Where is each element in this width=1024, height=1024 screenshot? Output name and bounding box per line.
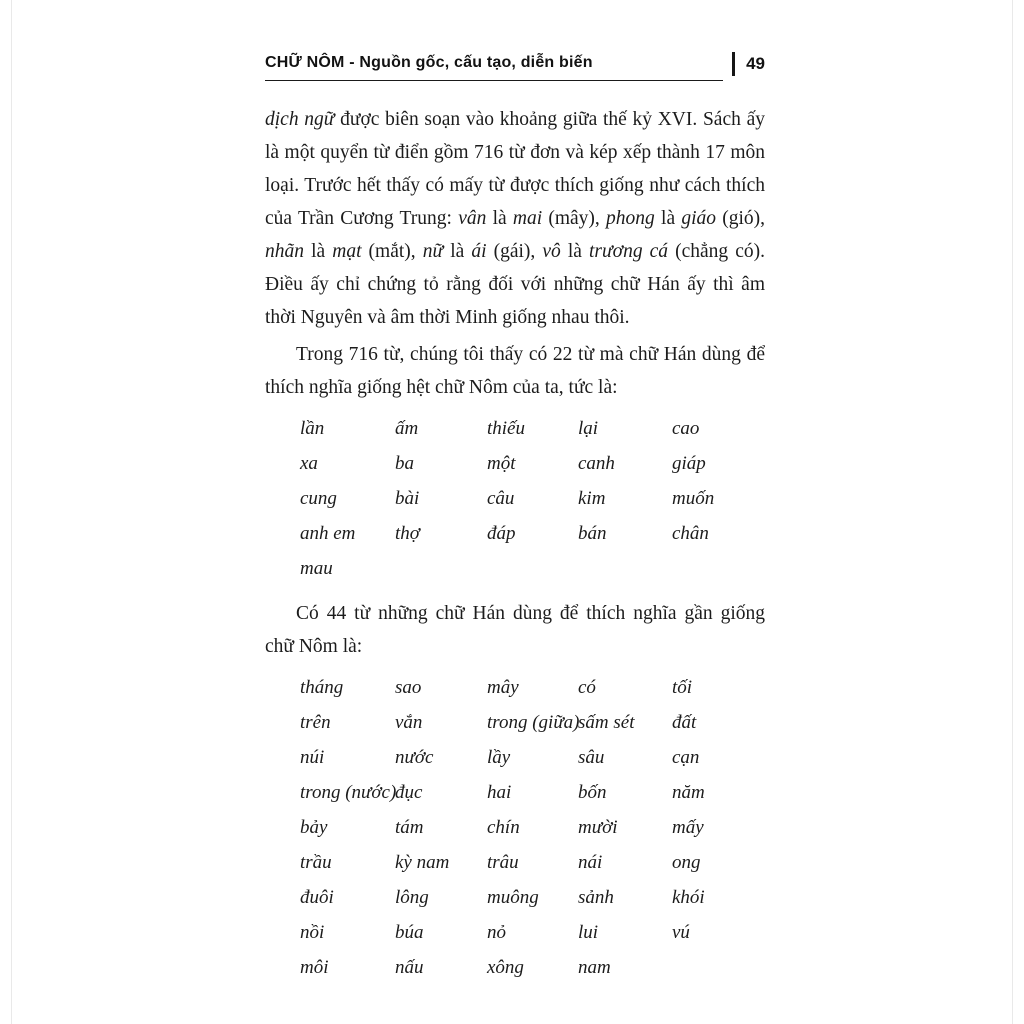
word-cell: bảy — [300, 817, 328, 838]
word-cell: thợ — [395, 523, 420, 544]
word-cell: canh — [578, 453, 615, 474]
word-cell: bài — [395, 488, 420, 509]
word-cell: ấm — [395, 418, 419, 439]
word-cell-empty — [395, 551, 487, 586]
page-number-divider — [732, 52, 735, 76]
italic-term: nữ — [422, 241, 444, 262]
word-cell: kỳ nam — [395, 852, 450, 873]
word-cell: khói — [672, 887, 705, 908]
word-cell: mau — [300, 558, 333, 579]
text-run: (gái), — [486, 241, 543, 262]
word-cell: một — [487, 453, 516, 474]
word-cell: môi — [300, 957, 329, 978]
text-run: là — [443, 241, 472, 262]
body-paragraph-2: Trong 716 từ, chúng tôi thấy có 22 từ mà chữ Hán dùng để thích nghĩa giống hệt chữ Nôm của ta, tức là: — [265, 344, 765, 398]
word-cell: muốn — [672, 488, 715, 509]
word-cell: nước — [395, 747, 434, 768]
text-run: là — [654, 208, 682, 229]
word-cell: tháng — [300, 677, 344, 698]
italic-term: mai — [512, 208, 543, 229]
word-cell-empty — [672, 551, 765, 586]
word-cell: vú — [672, 922, 690, 943]
word-cell: đuôi — [300, 887, 334, 908]
word-cell: giáp — [672, 453, 706, 474]
body-paragraph-3: Có 44 từ những chữ Hán dùng để thích nghĩa gần giống chữ Nôm là: — [265, 603, 765, 657]
text-run: là — [304, 241, 333, 262]
word-cell: lầy — [487, 747, 511, 768]
scan-edge-right — [1012, 0, 1013, 1024]
word-cell: chân — [672, 523, 709, 544]
word-cell: xa — [300, 453, 318, 474]
word-cell: đục — [395, 782, 423, 803]
word-cell-empty — [578, 551, 672, 586]
word-cell-empty — [672, 950, 765, 985]
text-run: là — [486, 208, 513, 229]
word-cell: búa — [395, 922, 424, 943]
header-title-underline — [265, 54, 723, 81]
word-cell: đáp — [487, 523, 516, 544]
text-run: được biên soạn vào khoảng giữa thế kỷ XVI. Sách ấy là một quyển từ điển gồm 716 từ đơn và kép xếp thành 17 môn loại. Trước hết thấy có mấy từ được thích giống như cách thích của Trần Cương Trung: — [265, 109, 765, 229]
word-cell: lông — [395, 887, 429, 908]
italic-term: nhãn — [265, 241, 304, 262]
word-cell: lại — [578, 418, 599, 439]
word-cell: sấm sét — [578, 712, 635, 733]
body-paragraph-1 — [265, 103, 765, 334]
word-cell: xông — [487, 957, 524, 978]
word-cell: sâu — [578, 747, 605, 768]
word-cell: trâu — [487, 852, 519, 873]
italic-term: trương cá — [589, 241, 669, 262]
page-number: 49 — [746, 54, 765, 73]
word-cell: mây — [487, 677, 519, 698]
word-list-similar-meanings — [265, 670, 765, 985]
word-cell: bốn — [578, 782, 607, 803]
word-cell: sao — [395, 677, 422, 698]
word-cell: sảnh — [578, 887, 614, 908]
header-title: CHỮ NÔM - Nguồn gốc, cấu tạo, diễn biến — [265, 54, 593, 71]
word-cell: nồi — [300, 922, 325, 943]
word-cell: lần — [300, 418, 325, 439]
word-cell: ba — [395, 453, 414, 474]
word-list-identical-meanings — [265, 411, 765, 586]
text-run: là — [560, 241, 590, 262]
text-run: (gió), — [716, 208, 766, 229]
word-cell: tám — [395, 817, 424, 838]
word-cell: lui — [578, 922, 599, 943]
word-cell: câu — [487, 488, 515, 509]
italic-term: ái — [471, 241, 487, 262]
text-run: (chẳng có). Điều ấy chỉ chứng tỏ rằng đối với những chữ Hán ấy thì âm thời Nguyên và âm thời Minh giống nhau thôi. — [265, 241, 766, 328]
italic-term: giáo — [681, 208, 717, 229]
word-cell: đất — [672, 712, 697, 733]
word-cell: tối — [672, 677, 693, 698]
word-cell: vắn — [395, 712, 423, 733]
word-cell: cao — [672, 418, 700, 439]
text-run: (mây), — [542, 208, 607, 229]
word-cell: mười — [578, 817, 618, 838]
word-cell: trầu — [300, 852, 332, 873]
word-cell: cung — [300, 488, 337, 509]
word-cell: bán — [578, 523, 607, 544]
word-cell: cạn — [672, 747, 700, 768]
italic-term: vân — [458, 208, 487, 229]
italic-term: dịch ngữ — [265, 109, 335, 130]
italic-term: vô — [542, 241, 561, 262]
word-cell: nam — [578, 957, 611, 978]
italic-term: phong — [606, 208, 655, 229]
word-cell: muông — [487, 887, 539, 908]
running-header — [265, 52, 765, 83]
word-cell: nấu — [395, 957, 424, 978]
word-cell: trong (giữa) — [487, 712, 580, 733]
word-cell: ong — [672, 852, 701, 873]
word-cell: núi — [300, 747, 325, 768]
word-cell: kim — [578, 488, 606, 509]
word-cell: trong (nước) — [300, 782, 397, 803]
word-cell: chín — [487, 817, 520, 838]
word-cell: hai — [487, 782, 512, 803]
word-cell: thiếu — [487, 418, 525, 439]
scan-edge-left — [11, 0, 12, 1024]
word-cell: trên — [300, 712, 331, 733]
word-cell: nái — [578, 852, 603, 873]
text-run: (mắt), — [361, 241, 423, 262]
word-cell: năm — [672, 782, 705, 803]
word-cell: có — [578, 677, 596, 698]
page-content — [265, 0, 765, 985]
word-cell: nỏ — [487, 922, 506, 943]
word-cell: anh em — [300, 523, 356, 544]
word-cell-empty — [487, 551, 578, 586]
italic-term: mạt — [332, 241, 362, 262]
word-cell: mấy — [672, 817, 704, 838]
